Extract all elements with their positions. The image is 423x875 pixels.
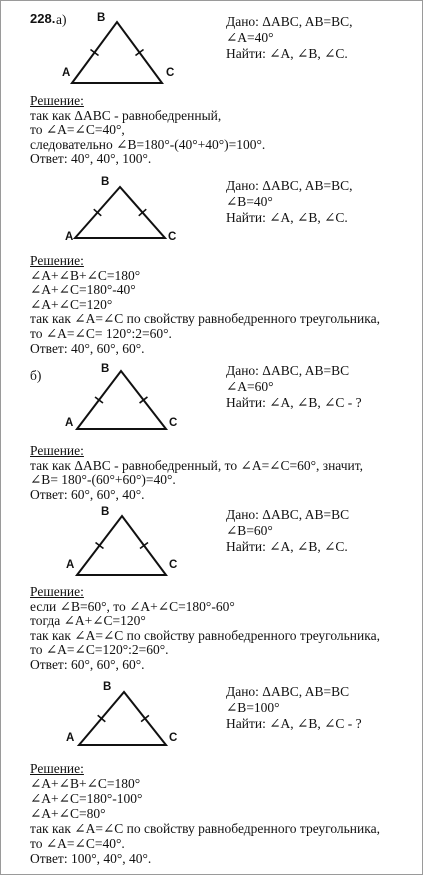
find-statement: Найти: ∠A, ∠B, ∠C - ?: [226, 716, 362, 731]
vertex-label-c: C: [169, 417, 178, 429]
solution-line: так как ∠A=∠C по свойству равнобедренного треугольника,: [30, 627, 380, 643]
answer-line: Ответ: 60°, 60°, 60°.: [30, 657, 145, 672]
answer-line: Ответ: 40°, 60°, 60°.: [30, 340, 145, 356]
part-b-label: б): [30, 368, 42, 383]
vertex-label-a: A: [66, 559, 75, 571]
vertex-label-a: A: [65, 417, 74, 429]
vertex-label-c: C: [169, 559, 178, 571]
answer-line: Ответ: 100°, 40°, 40°.: [30, 851, 152, 866]
vertex-label-c: C: [168, 231, 177, 243]
solution-line: следовательно ∠B=180°-(40°+40°)=100°.: [30, 136, 266, 152]
vertex-label-b: B: [103, 681, 112, 693]
given-statement: Дано: ΔABC, AB=BC,: [226, 178, 353, 193]
vertex-label-b: B: [101, 506, 110, 518]
given-condition: ∠B=40°: [226, 194, 273, 209]
given-condition: ∠B=60°: [226, 523, 273, 538]
solution-heading: Решение:: [30, 253, 84, 268]
find-statement: Найти: ∠A, ∠B, ∠C.: [226, 210, 348, 225]
vertex-label-a: A: [65, 231, 74, 243]
given-statement: Дано: ΔABC, AB=BC: [226, 363, 350, 378]
solution-line: ∠B= 180°-(60°+60°)=40°.: [30, 472, 176, 488]
vertex-label-a: A: [66, 732, 75, 744]
solution-line: ∠A+∠B+∠C=180°: [30, 776, 141, 791]
given-condition: ∠A=60°: [226, 379, 274, 394]
vertex-label-b: B: [101, 363, 110, 375]
vertex-label-c: C: [169, 732, 178, 744]
solution-heading: Решение:: [30, 761, 84, 776]
solution-line: так как ΔABC - равнобедренный, то ∠A=∠C=60°, значит,: [30, 457, 364, 473]
vertex-label-b: B: [97, 12, 106, 24]
solution-line: ∠A+∠C=180°-100°: [30, 791, 143, 806]
solution-heading: Решение:: [30, 93, 84, 108]
solution-line: тогда ∠A+∠C=120°: [30, 613, 146, 629]
solution-heading: Решение:: [30, 443, 84, 458]
given-statement: Дано: ΔABC, AB=BC: [226, 507, 350, 522]
answer-line: Ответ: 40°, 40°, 100°.: [30, 151, 152, 167]
find-statement: Найти: ∠A, ∠B, ∠C.: [226, 46, 348, 61]
vertex-label-b: B: [101, 176, 110, 188]
solution-line: ∠A+∠B+∠C=180°: [30, 267, 141, 283]
vertex-label-a: A: [62, 67, 71, 79]
given-condition: ∠B=100°: [226, 700, 280, 715]
solution-line: то ∠A=∠C=40°,: [30, 122, 125, 138]
part-a-label: а): [56, 12, 67, 27]
solution-line: то ∠A=∠C=120°:2=60°.: [30, 642, 169, 658]
given-statement: Дано: ΔABC, AB=BC,: [226, 14, 353, 29]
solution-line: если ∠B=60°, то ∠A+∠C=180°-60°: [30, 598, 235, 614]
solution-line: то ∠A=∠C=40°.: [30, 836, 125, 851]
answer-line: Ответ: 60°, 60°, 40°.: [30, 486, 145, 502]
given-statement: Дано: ΔABC, AB=BC: [226, 684, 350, 699]
problem-number: 228.: [30, 11, 56, 26]
given-condition: ∠A=40°: [226, 30, 274, 45]
solution-line: так как ∠A=∠C по свойству равнобедренного треугольника,: [30, 311, 380, 327]
solution-heading: Решение:: [30, 584, 84, 599]
solution-line: то ∠A=∠C= 120°:2=60°.: [30, 326, 172, 341]
solution-line: ∠A+∠C=180°-40°: [30, 282, 136, 298]
find-statement: Найти: ∠A, ∠B, ∠C.: [226, 539, 348, 554]
solution-line: ∠A+∠C=120°: [30, 296, 113, 312]
find-statement: Найти: ∠A, ∠B, ∠C - ?: [226, 395, 362, 410]
triangle-outline: [79, 692, 166, 745]
solution-line: так как ΔABC - равнобедренный,: [30, 107, 222, 123]
solution-line: ∠A+∠C=80°: [30, 806, 106, 821]
solution-line: так как ∠A=∠C по свойству равнобедренного треугольника,: [30, 821, 380, 836]
vertex-label-c: C: [166, 67, 175, 79]
